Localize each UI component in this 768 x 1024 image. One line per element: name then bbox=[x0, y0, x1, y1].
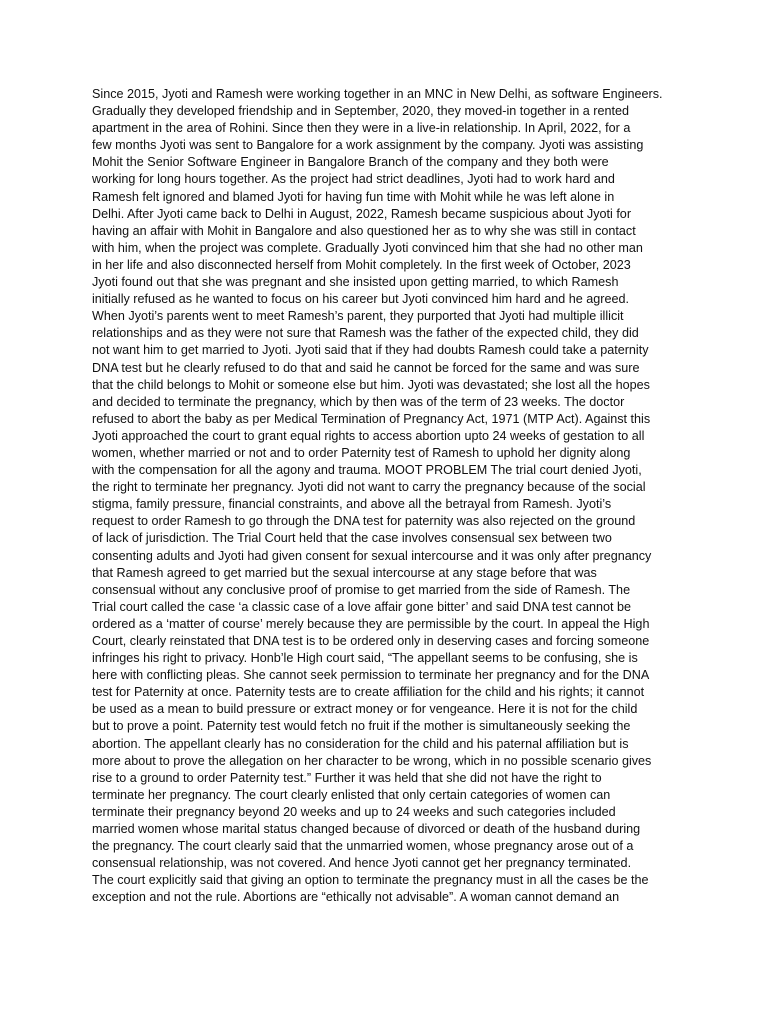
text-line: DNA test but he clearly refused to do that and said he cannot be forced for the same and was sure bbox=[92, 360, 640, 375]
text-line: having an affair with Mohit in Bangalore and also questioned her as to why she was still in contact bbox=[92, 223, 636, 238]
text-line: not want him to get married to Jyoti. Jyoti said that if they had doubts Ramesh could take a paternity bbox=[92, 343, 649, 358]
text-line: Mohit the Senior Software Engineer in Bangalore Branch of the company and they both were bbox=[92, 155, 609, 170]
text-line: initially refused as he wanted to focus on his career but Jyoti convinced him hard and he agreed. bbox=[92, 292, 629, 307]
text-line: rise to a ground to order Paternity test.” Further it was held that she did not have the right to bbox=[92, 770, 602, 785]
text-line: with him, when the project was complete. Gradually Jyoti convinced him that she had no other man bbox=[92, 240, 643, 255]
text-line: consensual relationship, was not covered. And hence Jyoti cannot get her pregnancy terminated. bbox=[92, 856, 632, 871]
moot-problem-text bbox=[92, 86, 692, 907]
text-line: Gradually they developed friendship and in September, 2020, they moved-in together in a rented bbox=[92, 104, 629, 119]
text-line: few months Jyoti was sent to Bangalore for a work assignment by the company. Jyoti was assisting bbox=[92, 138, 644, 153]
text-line: that Ramesh agreed to get married but the sexual intercourse at any stage before that was bbox=[92, 565, 597, 580]
text-line: in her life and also disconnected herself from Mohit completely. In the first week of October, 2023 bbox=[92, 257, 631, 272]
text-line: Since 2015, Jyoti and Ramesh were working together in an MNC in New Delhi, as software Engineers. bbox=[92, 87, 663, 101]
text-line: relationships and as they were not sure that Ramesh was the father of the expected child, they did bbox=[92, 326, 639, 341]
text-line: with the compensation for all the agony and trauma. MOOT PROBLEM The trial court denied Jyoti, bbox=[92, 463, 642, 478]
text-line: more about to prove the allegation on her character to be wrong, which in no possible scenario gives bbox=[92, 753, 652, 768]
text-line: that the child belongs to Mohit or someone else but him. Jyoti was devastated; she lost all the hopes bbox=[92, 377, 650, 392]
text-line: Court, clearly reinstated that DNA test is to be ordered only in deserving cases and forcing someone bbox=[92, 634, 650, 648]
text-line: the right to terminate her pregnancy. Jyoti did not want to carry the pregnancy because of the social bbox=[92, 480, 646, 495]
text-line: Jyoti found out that she was pregnant and she insisted upon getting married, to which Ramesh bbox=[92, 275, 619, 290]
text-line: refused to abort the baby as per Medical Termination of Pregnancy Act, 1971 (MTP Act). Against this bbox=[92, 411, 651, 426]
text-line: apartment in the area of Rohini. Since then they were in a live-in relationship. In April, 2022, for a bbox=[92, 121, 631, 136]
text-line: When Jyoti’s parents went to meet Ramesh’s parent, they purported that Jyoti had multiple illicit bbox=[92, 309, 624, 324]
text-line: consenting adults and Jyoti had given consent for sexual intercourse and it was only after pregnancy bbox=[92, 548, 652, 563]
text-line: of lack of jurisdiction. The Trial Court held that the case involves consensual sex between two bbox=[92, 531, 612, 546]
text-line: married women whose marital status changed because of divorced or death of the husband during bbox=[92, 822, 641, 837]
text-line: but to prove a point. Paternity test would fetch no fruit if the mother is simultaneously seeking the bbox=[92, 719, 631, 734]
text-line: working for long hours together. As the project had strict deadlines, Jyoti had to work hard and bbox=[92, 172, 615, 187]
text-line: Delhi. After Jyoti came back to Delhi in August, 2022, Ramesh became suspicious about Jyoti for bbox=[92, 206, 632, 221]
text-line: here with conflicting pleas. She cannot seek permission to terminate her pregnancy and for the DNA bbox=[92, 668, 650, 683]
text-line: Jyoti approached the court to grant equal rights to access abortion upto 24 weeks of gestation to all bbox=[92, 428, 645, 443]
text-line: be used as a mean to build pressure or extract money or for vengeance. Here it is not for the child bbox=[92, 702, 638, 717]
text-line: the pregnancy. The court clearly said that the unmarried women, whose pregnancy arose out of a bbox=[92, 839, 634, 854]
text-line: consensual without any conclusive proof of promise to get married from the side of Ramesh. The bbox=[92, 582, 631, 597]
text-line: test for Paternity at once. Paternity tests are to create affiliation for the child and his rights; it cannot bbox=[92, 685, 645, 700]
text-line: terminate their pregnancy beyond 20 weeks and up to 24 weeks and such categories included bbox=[92, 804, 616, 819]
text-line: stigma, family pressure, financial constraints, and above all the betrayal from Ramesh. Jyoti’s bbox=[92, 497, 612, 512]
text-line: ordered as a ‘matter of course’ merely because they are permissible by the court. In appeal the High bbox=[92, 616, 650, 631]
text-line: Trial court called the case ‘a classic case of a love affair gone bitter’ and said DNA test cannot be bbox=[92, 599, 632, 614]
text-line: abortion. The appellant clearly has no consideration for the child and his paternal affiliation but is bbox=[92, 736, 629, 751]
text-line: The court explicitly said that giving an option to terminate the pregnancy must in all the cases be the bbox=[92, 873, 649, 888]
text-line: request to order Ramesh to go through the DNA test for paternity was also rejected on the ground bbox=[92, 514, 636, 529]
text-line: and decided to terminate the pregnancy, which by then was of the term of 23 weeks. The doctor bbox=[92, 394, 625, 409]
text-line: terminate her pregnancy. The court clearly enlisted that only certain categories of women can bbox=[92, 787, 611, 802]
text-line: women, whether married or not and to order Paternity test of Ramesh to uphold her dignity along bbox=[92, 445, 631, 460]
text-line: Ramesh felt ignored and blamed Jyoti for having fun time with Mohit while he was left alone in bbox=[92, 189, 615, 204]
text-line: infringes his right to privacy. Honb’le High court said, “The appellant seems to be confusing, she is bbox=[92, 651, 638, 666]
text-line: exception and not the rule. Abortions are “ethically not advisable”. A woman cannot demand an bbox=[92, 890, 620, 905]
